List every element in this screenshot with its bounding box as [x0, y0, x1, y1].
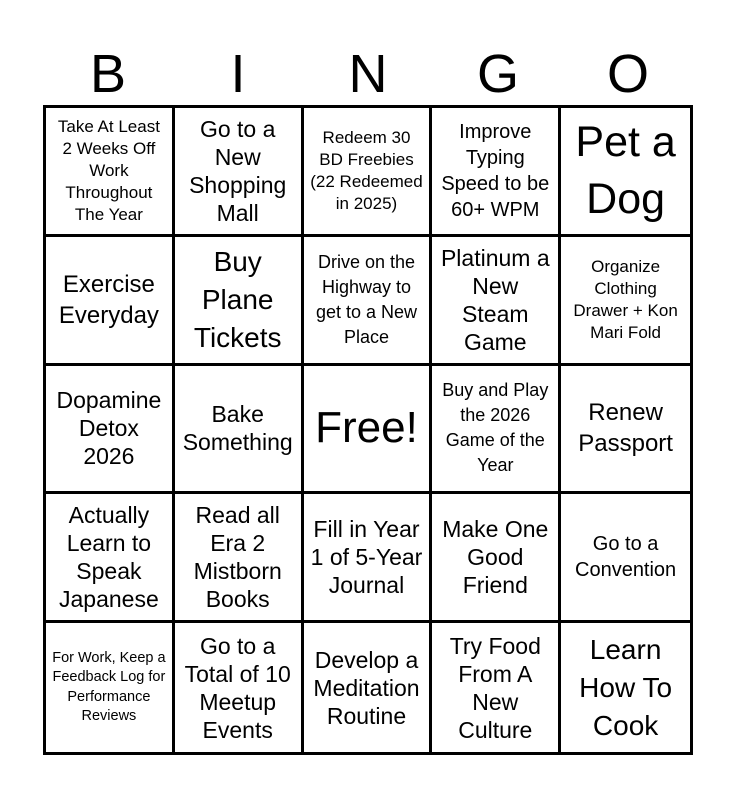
cell-label: Go to a Convention: [575, 533, 677, 582]
cell-label: Redeem 30 BD Freebies (22 Redeemed in 2025): [310, 127, 423, 213]
bingo-cell[interactable]: [175, 623, 304, 752]
header-letter-n: N: [348, 44, 388, 104]
cell-label: Go to a New Shopping Mall: [189, 115, 287, 226]
header-letter-g: G: [476, 44, 519, 104]
bingo-cell[interactable]: [561, 623, 690, 752]
bingo-cell[interactable]: [561, 494, 690, 623]
cell-label: Learn How To Cook: [579, 633, 673, 741]
cell-label: Renew Passport: [578, 399, 673, 458]
bingo-cell[interactable]: [432, 623, 561, 752]
cell-label: Read all Era 2 Mistborn Books: [193, 502, 282, 613]
cell-label: Make One Good Friend: [442, 516, 549, 599]
bingo-cell[interactable]: [304, 237, 433, 366]
cell-label: Organize Clothing Drawer + Kon Mari Fold: [573, 256, 678, 342]
bingo-cell[interactable]: [561, 366, 690, 495]
header-letter-b: B: [89, 44, 127, 104]
cell-label: Improve Typing Speed to be 60+ WPM: [441, 120, 550, 221]
cell-label: Bake Something: [182, 401, 293, 456]
bingo-cell[interactable]: [432, 108, 561, 237]
free-space[interactable]: [304, 366, 433, 495]
bingo-cell[interactable]: [175, 494, 304, 623]
cell-label: Develop a Meditation Routine: [313, 646, 420, 729]
cell-label: Pet a Dog: [575, 117, 676, 223]
cell-label: Take At Least 2 Weeks Off Work Throughout The Year: [57, 116, 160, 224]
cell-label: Fill in Year 1 of 5-Year Journal: [310, 516, 423, 599]
cell-label: Drive on the Highway to get to a New Place: [315, 251, 418, 347]
header-letter-o: O: [606, 44, 649, 104]
bingo-header: [43, 44, 693, 104]
cell-label: Actually Learn to Speak Japanese: [59, 502, 159, 613]
bingo-cell[interactable]: [46, 366, 175, 495]
cell-label: Exercise Everyday: [58, 270, 159, 329]
bingo-cell[interactable]: [46, 108, 175, 237]
cell-label: Buy and Play the 2026 Game of the Year: [442, 380, 549, 476]
cell-label: Buy Plane Tickets: [193, 245, 282, 353]
bingo-cell[interactable]: [561, 108, 690, 237]
bingo-cell[interactable]: [46, 623, 175, 752]
bingo-cell[interactable]: [175, 237, 304, 366]
bingo-cell[interactable]: [175, 108, 304, 237]
bingo-cell[interactable]: [432, 494, 561, 623]
header-letter-i: I: [230, 44, 246, 104]
bingo-cell[interactable]: [175, 366, 304, 495]
free-space-label: Free!: [315, 403, 418, 453]
cell-label: For Work, Keep a Feedback Log for Performance Reviews: [52, 649, 166, 725]
bingo-cell[interactable]: [432, 237, 561, 366]
bingo-cell[interactable]: [304, 494, 433, 623]
bingo-cell[interactable]: [46, 237, 175, 366]
bingo-cell[interactable]: [304, 623, 433, 752]
cell-label: Try Food From A New Culture: [449, 632, 541, 743]
cell-label: Dopamine Detox 2026: [56, 387, 162, 470]
bingo-cell[interactable]: [46, 494, 175, 623]
bingo-cell[interactable]: [432, 366, 561, 495]
bingo-cell[interactable]: [304, 108, 433, 237]
bingo-cell[interactable]: [561, 237, 690, 366]
cell-label: Go to a Total of 10 Meetup Events: [184, 632, 291, 743]
bingo-card: [43, 105, 693, 755]
cell-label: Platinum a New Steam Game: [440, 244, 550, 355]
